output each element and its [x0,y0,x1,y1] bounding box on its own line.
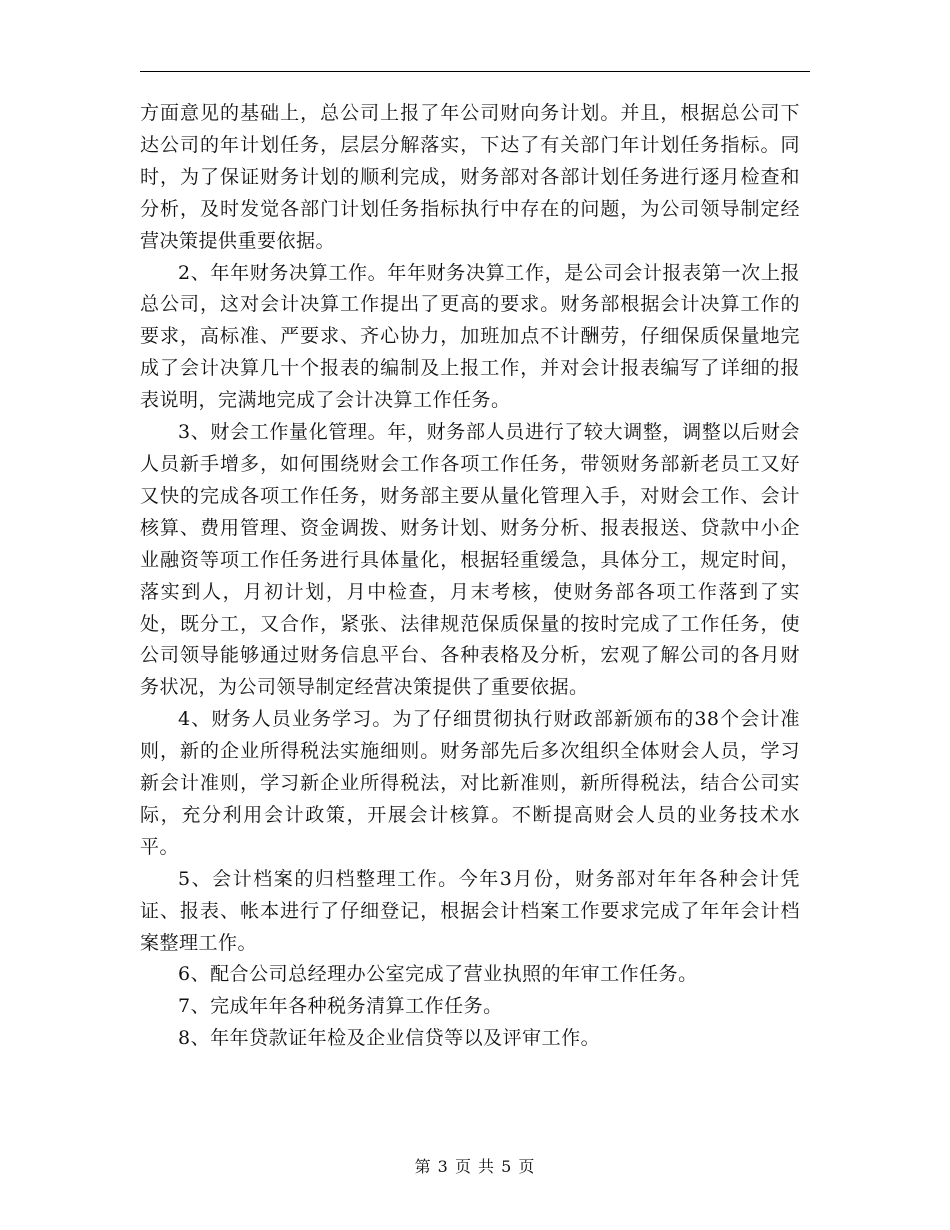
paragraph-6: 6、配合公司总经理办公室完成了营业执照的年审工作任务。 [178,963,698,986]
paragraph-5: 5、会计档案的归档整理工作。今年3月份，财务部对年年各种会计凭证、报表、帐本进行了仔细登记，根据会计档案工作要求完成了年年会计档案整理工作。 [140,867,800,954]
paragraph-4: 4、财务人员业务学习。为了仔细贯彻执行财政部新颁布的38个会计准则，新的企业所得税法实施细则。财务部先后多次组织全体财会人员，学习新会计准则，学习新企业所得税法，对比新准则，新所得税法，结合公司实际，充分利用会计政策，开展会计核算。不断提高财会人员的业务技术水平。 [140,708,800,858]
page-number: 第 3 页 共 5 页 [414,1157,536,1176]
header-rule [140,71,810,72]
paragraph-3: 3、财会工作量化管理。年，财务部人员进行了较大调整，调整以后财会人员新手增多，如何围绕财会工作各项工作任务，带领财务部新老员工又好又快的完成各项工作任务，财务部主要从量化管理入手，对财会工作、会计核算、费用管理、资金调拨、财务计划、财务分析、报表报送、贷款中小企业融资等项工作任务进行具体量化，根据轻重缓急，具体分工，规定时间，落实到人，月初计划，月中检查，月末考核，使财务部各项工作落到了实处，既分工，又合作，紧张、法律规范保质保量的按时完成了工作任务，使公司领导能够通过财务信息平台、各种表格及分析，宏观了解公司的各月财务状况，为公司领导制定经营决策提供了重要依据。 [140,421,800,699]
paragraph-2: 2、年年财务决算工作。年年财务决算工作，是公司会计报表第一次上报总公司，这对会计决算工作提出了更高的要求。财务部根据会计决算工作的要求，高标准、严要求、齐心协力，加班加点不计酬劳，仔细保质保量地完成了会计决算几十个报表的编制及上报工作，并对会计报表编写了详细的报表说明，完满地完成了会计决算工作任务。 [140,261,800,412]
paragraph-8: 8、年年贷款证年检及企业信贷等以及评审工作。 [178,1027,601,1050]
paragraph-1: 方面意见的基础上，总公司上报了年公司财向务计划。并且，根据总公司下达公司的年计划任务，层层分解落实，下达了有关部门年计划任务指标。同时，为了保证财务计划的顺利完成，财务部对各部计划任务进行逐月检查和分析，及时发觉各部门计划任务指标执行中存在的问题，为公司领导制定经营决策提供重要依据。 [140,102,800,252]
document-body [140,98,800,1055]
paragraph-7: 7、完成年年各种税务清算工作任务。 [178,995,503,1018]
